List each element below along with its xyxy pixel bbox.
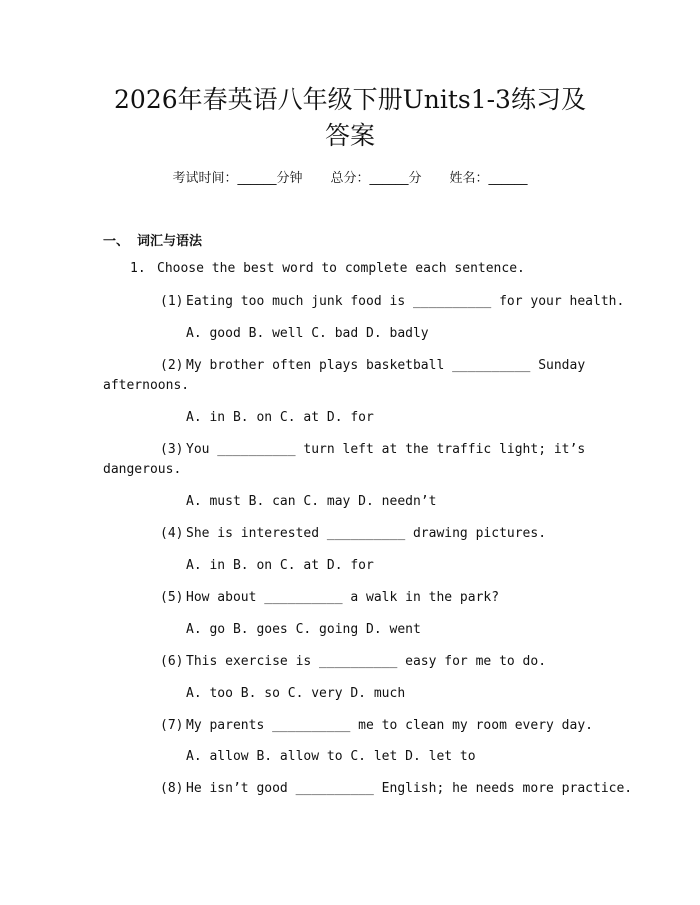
question [160,781,632,797]
exam-time: 考试时间：______分钟 [172,171,303,186]
question-options: A. in B. on C. at D. for [186,410,374,425]
question [160,654,546,670]
question-number: (8) [160,781,184,796]
question-options: A. must B. can C. may D. needn’t [186,494,437,509]
question-number: (1) [160,294,184,309]
page-title-line-1: 2026年春英语八年级下册Units1-3练习及 [114,85,586,114]
question-text: Eating too much junk food is __________ for your health. [186,294,625,309]
question-number: (6) [160,654,184,669]
question-text: She is interested __________ drawing pictures. [186,526,547,541]
question-text: My parents __________ me to clean my room every day. [186,718,593,733]
question [160,526,546,542]
section-heading [103,230,202,249]
section-number: 一、 [103,234,130,249]
question [160,358,585,374]
question-options: A. allow B. allow to C. let D. let to [186,749,476,764]
question-text: My brother often plays basketball __________ Sunday [186,358,586,373]
exam-meta [0,167,700,186]
question-number: (7) [160,718,184,733]
question-number: (3) [160,442,184,457]
question-options: A. in B. on C. at D. for [186,558,374,573]
question [160,442,585,458]
instruction-number: 1. [130,261,146,276]
question [160,590,499,606]
question-number: (5) [160,590,184,605]
page-title-line-2: 答案 [324,121,375,150]
student-name: 姓名：______ [449,171,528,186]
question-text: This exercise is __________ easy for me to do. [186,654,547,669]
question-number: (4) [160,526,184,541]
question-text: You __________ turn left at the traffic light; it’s [186,442,586,457]
question [160,718,593,734]
question-number: (2) [160,358,184,373]
question-options: A. go B. goes C. going D. went [186,622,421,637]
question-continuation: afternoons. [103,378,190,393]
instruction [130,261,525,277]
question-text: How about __________ a walk in the park? [186,590,500,605]
question-continuation: dangerous. [103,462,182,477]
section-title: 词汇与语法 [137,234,203,249]
instruction-text: Choose the best word to complete each sentence. [157,261,525,276]
question-text: He isn’t good __________ English; he needs more practice. [186,781,633,796]
question-options: A. good B. well C. bad D. badly [186,326,429,341]
question-options: A. too B. so C. very D. much [186,686,406,701]
exam-score: 总分：______分 [330,171,422,186]
question [160,294,624,310]
